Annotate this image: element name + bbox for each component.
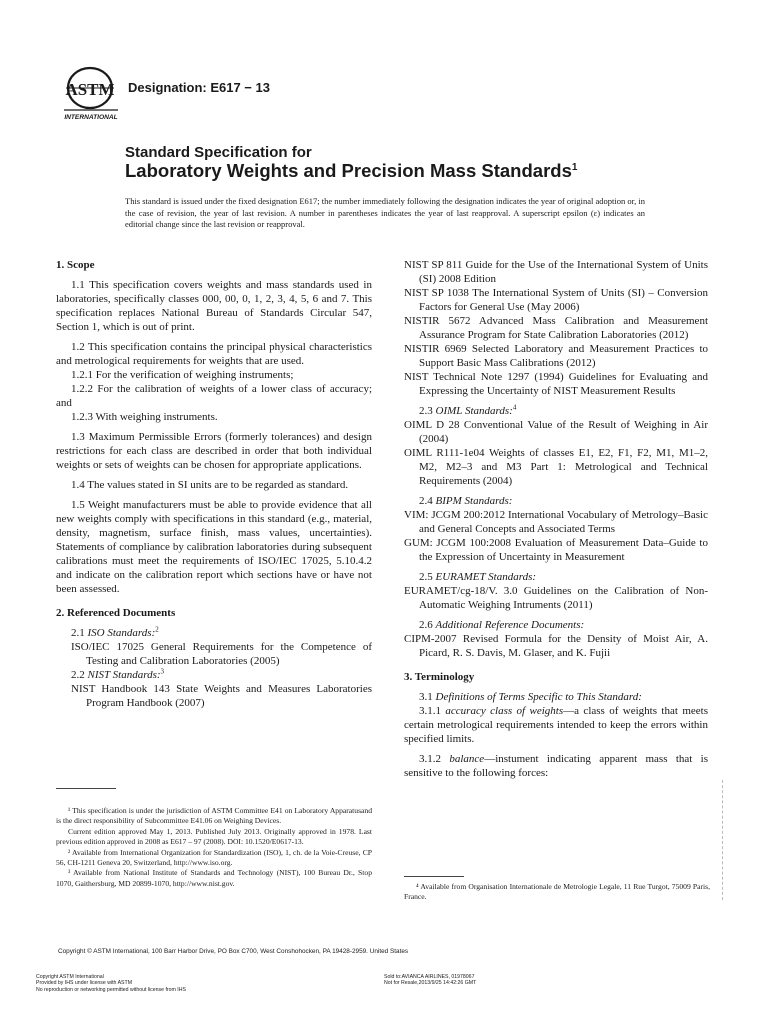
license-line-1: Copyright ASTM International [36,974,104,980]
ref-nist-sp811: NIST SP 811 Guide for the Use of the International System of Units (SI) 2008 Edition [404,259,708,285]
logo-text: INTERNATIONAL [64,114,118,121]
paragraph-2-5: 2.5 EURAMET Standards: [419,571,537,583]
license-line-2: Provided by IHS under license with ASTM [36,980,133,987]
footnote-2: ² Available from International Organization for Standardization (ISO), 1, ch. de la Voie-Creuse, CP 56, CH-1211 Geneva 20, Switzerland, http://www.iso.org. [56,847,372,868]
paragraph-1-1: 1.1 This specification covers weights and mass standards used in laboratories, specifically classes 000, 00, 0, 1, 2, 3, 4, 5, 6 and 7. This specification replaces National Bureau of Standards Circular 547, Section 1, which is out of print. [56,279,372,333]
copyright-line: Copyright © ASTM International, 100 Barr Harbor Drive, PO Box C700, West Conshohocken, PA 19428-2959. United States [58,948,409,955]
ref-nist-tn1297: NIST Technical Note 1297 (1994) Guidelines for Evaluating and Expressing the Uncertainty of NIST Measurement Results [404,371,708,397]
paragraph-1-4: 1.4 The values stated in SI units are to be regarded as standard. [71,479,349,491]
ref-oiml-r111: OIML R111-1e04 Weights of classes E1, E2, F1, F2, M1, M1–2, M2, M2–3 and M3 Part 1: Metrological and Technical Requirements (2004) [404,447,708,487]
ref-oiml-d28: OIML D 28 Conventional Value of the Result of Weighing in Air (2004) [404,419,708,445]
paragraph-1-2: 1.2 This specification contains the principal physical characteristics and metrological requirements for weights that are used. [56,341,372,367]
astm-logo [60,64,120,122]
footnote-rule-left [56,788,116,789]
title-line-1: Standard Specification for [125,144,312,161]
ref-nistir-5672: NISTIR 5672 Advanced Mass Calibration and Measurement Assurance Program for State Calibration Laboratories (2012) [404,315,708,341]
paragraph-2-1: 2.1 ISO Standards:$^2$ [71,625,159,639]
paragraph-2-3: 2.3 OIML Standards:$^4$ [419,403,517,417]
paragraph-3-1-2: 3.1.2 balance—instument indicating apparent mass that is sensitive to the following forces: [404,753,709,779]
terminology-heading: 3. Terminology [404,671,475,683]
ref-nist-hb143: NIST Handbook 143 State Weights and Measures Laboratories Program Handbook (2007) [71,683,372,709]
footnote-rule-right [404,876,464,877]
paragraph-2-6: 2.6 Additional Reference Documents: [419,619,585,631]
paragraph-2-2: 2.2 NIST Standards:$^3$ [71,667,165,681]
ref-euramet: EURAMET/cg-18/V. 3.0 Guidelines on the Calibration of Non-Automatic Weighing Intruments (2011) [404,585,708,611]
right-column [404,258,708,780]
svg-text:ASTM: ASTM [65,80,115,99]
sold-to: Sold to:AVIANCA AIRLINES, 01978067 [384,974,475,980]
paragraph-1-2-1: 1.2.1 For the verification of weighing instruments; [71,369,294,381]
designation: Designation: E617 − 13 [128,80,270,95]
paragraph-1-5: 1.5 Weight manufacturers must be able to provide evidence that all new weights comply with specifications in this standard (e.g., material, density, magnetism, surface finish, mass values, uncertainties). Statements of compliance by calibration laboratories during subsequent calibrations must meet the requirements of ISO/IEC 17025, 5.10.4.2 and indicate on the calibration report which sections have or have not been assessed. [56,499,372,595]
paragraph-3-1-1: 3.1.1 accuracy class of weights—a class of weights that meets certain metrological requirements intended to keep the errors within specified limits. [404,705,708,745]
title-footnote-mark: 1 [571,161,578,173]
ref-iso-17025: ISO/IEC 17025 General Requirements for the Competence of Testing and Calibration Laboratories (2005) [71,641,372,667]
footnote-1b: Current edition approved May 1, 2013. Published July 2013. Originally approved in 1978. Last previous edition approved in 2008 as E617 – 97 (2008). DOI: 10.1520/E0617-13. [56,826,372,847]
license-line-3: No reproduction or networking permitted without license from IHS [36,986,186,993]
footnotes-left [56,806,372,889]
paragraph-1-3: 1.3 Maximum Permissible Errors (formerly tolerances) and design restrictions for each class are described in order that both individual weights or sets of weights can be chosen for appropriate applications. [56,431,372,471]
ref-nistir-6969: NISTIR 6969 Selected Laboratory and Measurement Practices to Support Basic Mass Calibrations (2012) [404,343,708,369]
title-line-2: Laboratory Weights and Precision Mass Standards$^1$ [125,160,578,181]
license-block-left [36,974,186,993]
footnotes-right [404,882,710,903]
scope-heading: 1. Scope [56,259,95,271]
referenced-documents-heading: 2. Referenced Documents [56,607,176,619]
paragraph-1-2-2: 1.2.2 For the calibration of weights of a lower class of accuracy; and [56,383,372,409]
not-for-resale: Not for Resale,2013/9/25 14:42:26 GMT [384,980,477,987]
footnote-4: ⁴ Available from Organisation Internationale de Metrologie Legale, 11 Rue Turgot, 75009 Paris, France. [404,882,710,902]
footnote-3: ³ Available from National Institute of Standards and Technology (NIST), 100 Bureau Dr., Stop 1070, Gaithersburg, MD 20899-1070, http://www.nist.gov. [56,868,372,888]
license-block-right [384,974,476,987]
paragraph-1-2-3: 1.2.3 With weighing instruments. [71,411,218,423]
paragraph-2-4: 2.4 BIPM Standards: [419,495,513,507]
issue-note: This standard is issued under the fixed designation E617; the number immediately following the designation indicates the year of original adoption or, in the case of revision, the year of last revision. A number in parentheses indicates the year of last reapproval. A superscript epsilon (ε) indicates an editorial change since the last revision or reapproval. [125,196,645,229]
footnote-1a: ¹ This specification is under the jurisdiction of ASTM Committee E41 on Laboratory Apparatusand is the direct responsibility of Subcommittee E41.06 on Weighing Devices. [56,806,372,826]
ref-cipm-2007: CIPM-2007 Revised Formula for the Density of Moist Air, A. Picard, R. S. Davis, M. Glaser, and K. Fujii [404,633,708,659]
left-column [56,258,372,710]
ref-vim: VIM: JCGM 200:2012 International Vocabulary of Metrology–Basic and General Concepts and Associated Terms [404,509,708,535]
scan-edge-marks [716,780,723,900]
ref-nist-sp1038: NIST SP 1038 The International System of Units (SI) – Conversion Factors for General Use (May 2006) [404,287,708,313]
ref-gum: GUM: JCGM 100:2008 Evaluation of Measurement Data–Guide to the Expression of Uncertainty in Measurement [404,537,708,563]
paragraph-3-1: 3.1 Definitions of Terms Specific to This Standard: [419,691,642,703]
